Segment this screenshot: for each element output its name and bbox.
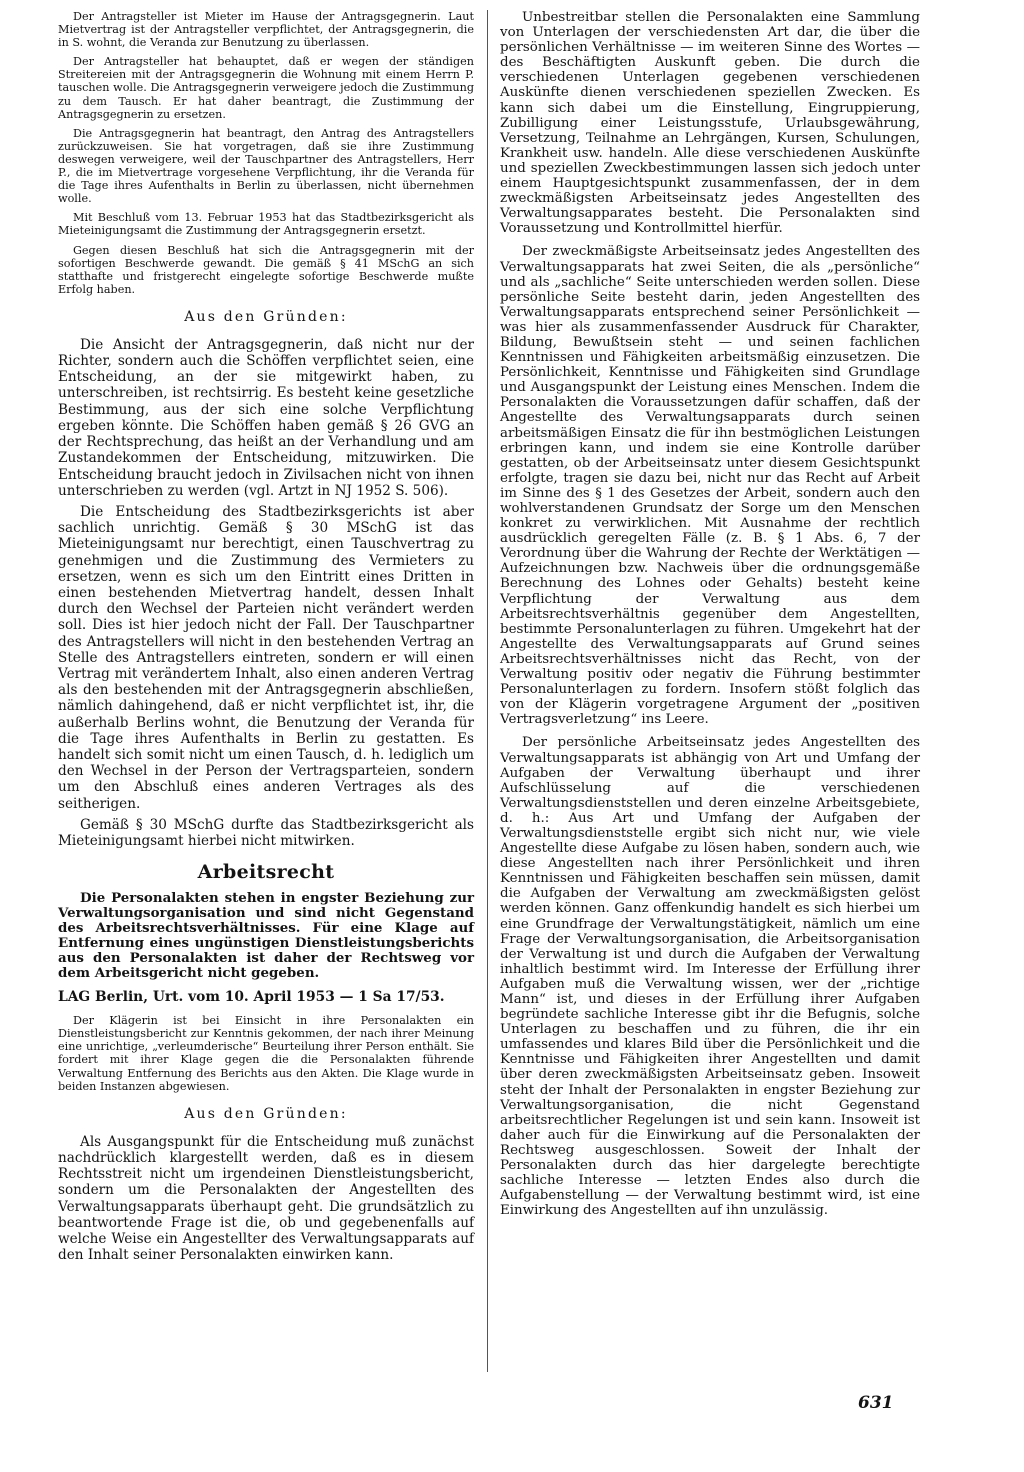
reasons-paragraph: Gemäß § 30 MSchG durfte das Stadtbezirksgericht als Mieteinigungsamt hierbei nicht mitwirken. [58,816,474,849]
facts-paragraph: Die Antragsgegnerin hat beantragt, den Antrag des Antragstellers zurückzuweisen. Sie hat vorgetragen, daß sie ihre Zustimmung deswegen verweigere, weil der Tauschpartner des Antragstellers, Herr P., die im Mietvertrage vorgesehene Verpflichtung, ihr die Veranda für die Tage ihres Aufenthalts in Berlin zu überlassen, nicht übernehmen wolle. [58,126,474,206]
facts-paragraph: Mit Beschluß vom 13. Februar 1953 hat das Stadtbezirksgericht als Mieteinigungsamt die Zustimmung der Antragsgegnerin ersetzt. [58,211,474,238]
body-paragraph: Unbestreitbar stellen die Personalakten eine Sammlung von Unterlagen der verschiedensten Art dar, die über die persönlichen Verhältnisse — im weiteren Sinne des Wortes — des Beschäftigten Auskunft geben. Die durch die verschiedenen Unterlagen gegebenen verschiedenen Auskünfte dienen verschiedenen speziellen Zwecken. Es kann sich dabei um die Einstellung, Eingruppierung, Zubilligung einer Leistungsstufe, Urlaubsgewährung, Versetzung, Teilnahme an Lehrgängen, Kursen, Schulungen, Krankheit usw. handeln. Alle diese verschiedenen Auskünfte und speziellen Zweckbestimmungen lassen sich jedoch unter einem Hauptgesichtspunkt zusammenfassen, der in dem zweckmäßigsten Arbeitseinsatz jedes Angestellten des Verwaltungsapparates besteht. Die Personalakten sind Voraussetzung und Kontrollmittel hierfür. [500,10,920,237]
reasons-paragraph: Die Entscheidung des Stadtbezirksgerichts ist aber sachlich unrichtig. Gemäß § 30 MSchG ist das Mieteinigungsamt nur berechtigt, einen Tauschvertrag zu genehmigen und die Zustimmung des Vermieters zu ersetzen, wenn es sich um den Eintritt eines Dritten in einen bestehenden Mietvertrag handelt, dessen Inhalt durch den Wechsel der Parteien nicht verändert werden soll. Dies ist hier jedoch nicht der Fall. Der Tauschpartner des Antragstellers will nicht in den bestehenden Vertrag an Stelle des Antragstellers eintreten, sondern er will einen Vertrag mit verändertem Inhalt, also einen anderen Vertrag als den bestehenden mit der Antragsgegnerin abschließen, nämlich dahingehend, daß er nicht verpflichtet ist, ihr, die außerhalb Berlins wohnt, die Benutzung der Veranda für die Tage ihres Aufenthalts in Berlin zu gestatten. Es handelt sich somit nicht um einen Tausch, d. h. lediglich um den Wechsel in der Person der Vertragsparteien, sondern um den Abschluß eines anderen Vertrages als des seitherigen. [58,503,474,812]
reasons-paragraph: Die Ansicht der Antragsgegnerin, daß nicht nur der Richter, sondern auch die Schöffen verpflichtet seien, eine Entscheidung, an der sie mitgewirkt haben, zu unterschreiben, ist rechtsirrig. Es besteht keine gesetzliche Bestimmung, aus der sich eine solche Verpflichtung ergeben könnte. Die Schöffen haben gemäß § 26 GVG an der Rechtsprechung, das heißt an der Verhandlung und am Zustandekommen der Entscheidung, mitzuwirken. Die Entscheidung braucht jedoch in Zivilsachen nicht von ihnen unterschrieben zu werden (vgl. Artzt in NJ 1952 S. 506). [58,336,474,499]
facts-paragraph: Der Antragsteller hat behauptet, daß er wegen der ständigen Streitereien mit der Antragsgegnerin die Wohnung mit einem Herrn P. tauschen wolle. Die Antragsgegnerin verweigere jedoch die Zustimmung zu dem Tausch. Er hat daher beantragt, die Zustimmung der Antragsgegnerin zu ersetzen. [58,55,474,121]
facts-paragraph: Der Antragsteller ist Mieter im Hause der Antragsgegnerin. Laut Mietvertrag ist der Antragsteller verpflichtet, der Antragsgegnerin, die in S. wohnt, die Veranda zur Benutzung zu überlassen. [58,10,474,50]
reasons-paragraph: Als Ausgangspunkt für die Entscheidung muß zunächst nachdrücklich klargestellt werden, daß es in diesem Rechtsstreit nicht um irgendeinen Dienstleistungsbericht, sondern um die Personalakten der Angestellten des Verwaltungsapparats überhaupt geht. Die grundsätzlich zu beantwortende Frage ist die, ob und gegebenenfalls auf welche Weise ein Angestellter des Verwaltungsapparats auf den Inhalt seiner Personalakten einwirken kann. [58,1133,474,1264]
facts-paragraph: Der Klägerin ist bei Einsicht in ihre Personalakten ein Dienstleistungsbericht zur Kenntnis gekommen, der nach ihrer Meinung eine unrichtige, „verleumderische“ Beurteilung ihrer Person enthält. Sie fordert mit ihrer Klage gegen die die Personalakten führende Verwaltung Entfernung des Berichts aus den Akten. Die Klage wurde in beiden Instanzen abgewiesen. [58,1014,474,1093]
page-number: 631 [858,1393,894,1413]
column-divider [487,10,488,1372]
body-paragraph: Der persönliche Arbeitseinsatz jedes Angestellten des Verwaltungsapparats ist abhängig von Art und Umfang der Aufgaben der Verwaltung überhaupt und ihrer Aufschlüsselung auf die verschiedenen Verwaltungsdienststellen und deren einzelne Arbeitsgebiete, d. h.: Aus Art und Umfang der Aufgaben der Verwaltungsdienststelle ergibt sich nicht nur, wie viele Angestellte diese Aufgabe zu lösen haben, sondern auch, wie diese Angestellten nach ihrer Persönlichkeit und ihren Kenntnissen und Fähigkeiten beschaffen sein müssen, damit die Aufgaben der Verwaltung am zweckmäßigsten gelöst werden können. Ganz offenkundig handelt es sich hierbei um eine Grundfrage der Verwaltungstätigkeit, nämlich um eine Frage der Verwaltungsorganisation, die Arbeitsorganisation der Verwaltung ist und durch die Aufgaben der Verwaltung inhaltlich bestimmt wird. Im Interesse der Erfüllung ihrer Aufgaben muß die Verwaltung wissen, wer der „richtige Mann“ ist, und dieses in der Erfüllung ihrer Aufgaben begründete sachliche Interesse gibt ihr die Befugnis, solche Unterlagen zu beschaffen und zu führen, die ihr ein umfassendes und klares Bild über die Persönlichkeit und die Kenntnisse und Fähigkeiten ihrer Angestellten und damit über deren zweckmäßigsten Arbeitseinsatz geben. Insoweit steht der Inhalt der Personalakten in engster Beziehung zur Verwaltungsorganisation, die nicht Gegenstand arbeitsrechtlicher Regelungen ist und sein kann. Insoweit ist daher auch für die Einwirkung auf die Personalakten der Rechtsweg ausgeschlossen. Soweit der Inhalt der Personalakten durch das hier dargelegte berechtigte sachliche Interesse — letzten Endes also durch die Aufgabenstellung — der Verwaltung bestimmt wird, ist eine Einwirkung des Angestellten auf ihn unzulässig. [500,735,920,1219]
body-paragraph: Der zweckmäßigste Arbeitseinsatz jedes Angestellten des Verwaltungsapparats hat zwei Seiten, die als „persönliche“ und als „sachliche“ Seite unterschieden werden sollen. Diese persönliche Seite besteht darin, jeden Angestellten des Verwaltungsapparats entsprechend seiner Persönlichkeit — was hier als zusammenfassender Ausdruck für Charakter, Bildung, Bewußtsein steht — und seinen fachlichen Kenntnissen und Fähigkeiten arbeitsmäßig einzusetzen. Die Persönlichkeit, Kenntnisse und Fähigkeiten sind Grundlage und Ausgangspunkt der Leistung eines Menschen. Indem die Personalakten die Voraussetzungen dafür schaffen, daß der Angestellte des Verwaltungsapparats durch seinen arbeitsmäßigen Einsatz die für ihn bestmöglichen Leistungen erbringen kann, und indem sie eine Kontrolle darüber gestatten, ob der Arbeitseinsatz unter diesem Gesichtspunkt erfolgte, tragen sie dazu bei, nicht nur das Recht auf Arbeit im Sinne des § 1 des Gesetzes der Arbeit, sondern auch den wohlverstandenen Grundsatz der Sorge um den Menschen konkret zu verwirklichen. Mit Ausnahme der rechtlich ausdrücklich geregelten Fälle (z. B. § 1 Abs. 6, 7 der Verordnung über die Wahrung der Rechte der Werktätigen — Aufzeichnungen bzw. Nachweis über die ordnungsgemäße Berechnung des Lohnes oder Gehalts) besteht keine Verpflichtung der Verwaltung aus dem Arbeitsrechtsverhältnis gegenüber dem Angestellten, bestimmte Personalunterlagen zu führen. Umgekehrt hat der Angestellte des Verwaltungsapparats auf Grund seines Arbeitsrechtsverhältnisses nicht das Recht, von der Verwaltung positiv oder negativ die Führung bestimmter Personalunterlagen zu fordern. Insofern stößt folglich das von der Klägerin vorgetragene Argument der „positiven Vertragsverletzung“ ins Leere. [500,244,920,728]
facts-paragraph: Gegen diesen Beschluß hat sich die Antragsgegnerin mit der sofortigen Beschwerde gewandt. Die gemäß § 41 MSchG an sich statthafte und fristgerecht eingelegte sofortige Beschwerde mußte Erfolg haben. [58,243,474,296]
case-citation: LAG Berlin, Urt. vom 10. April 1953 — 1 Sa 17/53. [58,989,445,1006]
right-column [500,10,920,1226]
reasons-heading: Aus den Gründen: [184,308,348,325]
left-column [58,10,474,1268]
section-title: Arbeitsrecht [197,861,335,884]
headnote: Die Personalakten stehen in engster Beziehung zur Verwaltungsorganisation und sind nicht Gegenstand des Arbeitsrechtsverhältnisses. Für eine Klage auf Entfernung eines ungünstigen Dienstleistungsberichts aus den Personalakten ist daher der Rechtsweg vor dem Arbeitsgericht nicht gegeben. [58,890,474,982]
reasons-heading: Aus den Gründen: [184,1105,348,1122]
